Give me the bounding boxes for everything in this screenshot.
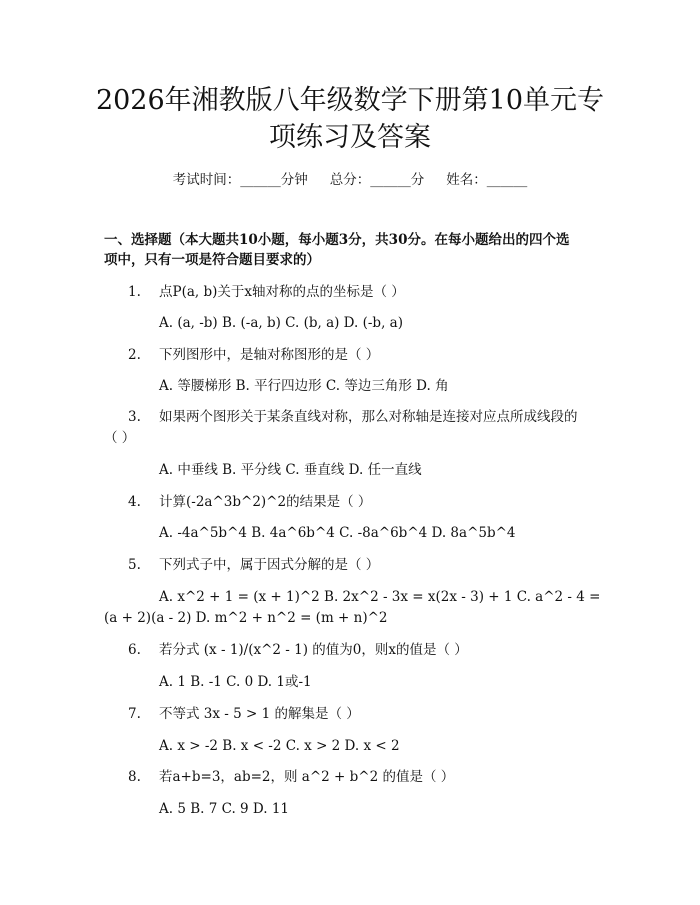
question-text: 若a+b=3，ab=2，则 a^2 + b^2 的值是（ ）	[159, 769, 455, 785]
question-text: 计算(-2a^3b^2)^2的结果是（ ）	[159, 494, 372, 510]
question-text: 不等式 3x - 5 > 1 的解集是（ ）	[159, 706, 360, 722]
question-options: A. x > -2 B. x < -2 C. x > 2 D. x < 2	[159, 738, 400, 754]
exam-info	[0, 168, 700, 188]
question-text: 如果两个图形关于某条直线对称，那么对称轴是连接对应点所成线段的	[159, 409, 578, 425]
question-options: A. 中垂线 B. 平分线 C. 垂直线 D. 任一直线	[159, 462, 422, 478]
page-title	[60, 82, 640, 156]
question-options: A. x^2 + 1 = (x + 1)^2 B. 2x^2 - 3x = x(2x - 3) + 1 C. a^2 - 4 =	[159, 589, 601, 605]
question-options-continued: (a + 2)(a - 2) D. m^2 + n^2 = (m + n)^2	[104, 610, 388, 626]
question-options: A. 5 B. 7 C. 9 D. 11	[159, 801, 290, 817]
question-text-continued: （ ）	[104, 430, 136, 446]
question-text: 点P(a, b)关于x轴对称的点的坐标是（ ）	[159, 284, 405, 300]
question-options: A. 等腰梯形 B. 平行四边形 C. 等边三角形 D. 角	[159, 378, 449, 394]
title-line-2: 项练习及答案	[269, 122, 431, 153]
total-score-field: 总分：______分	[329, 172, 425, 188]
section-heading	[104, 230, 604, 270]
question-number: 7.	[128, 706, 141, 722]
section-heading-line-2: 项中，只有一项是符合题目要求的）	[104, 252, 320, 268]
question-number: 6.	[128, 642, 141, 658]
exam-time-field: 考试时间：______分钟	[172, 172, 308, 188]
question-number: 5.	[128, 557, 141, 573]
question-number: 8.	[128, 769, 141, 785]
title-line-1: 2026年湘教版八年级数学下册第10单元专	[95, 85, 605, 116]
name-field: 姓名：______	[446, 172, 528, 188]
question-number: 3.	[128, 409, 141, 425]
question-options: A. -4a^5b^4 B. 4a^6b^4 C. -8a^6b^4 D. 8a^5b^4	[159, 525, 516, 541]
section-heading-line-1: 一、选择题（本大题共10小题，每小题3分，共30分。在每小题给出的四个选	[104, 232, 570, 248]
question-number: 4.	[128, 494, 141, 510]
question-text: 若分式 (x - 1)/(x^2 - 1) 的值为0，则x的值是（ ）	[159, 642, 468, 658]
question-options: A. (a, -b) B. (-a, b) C. (b, a) D. (-b, a)	[159, 315, 403, 331]
question-number: 2.	[128, 347, 141, 363]
question-options: A. 1 B. -1 C. 0 D. 1或-1	[159, 674, 312, 690]
question-text: 下列图形中，是轴对称图形的是（ ）	[159, 347, 380, 363]
question-number: 1.	[128, 284, 141, 300]
question-text: 下列式子中，属于因式分解的是（ ）	[159, 557, 380, 573]
